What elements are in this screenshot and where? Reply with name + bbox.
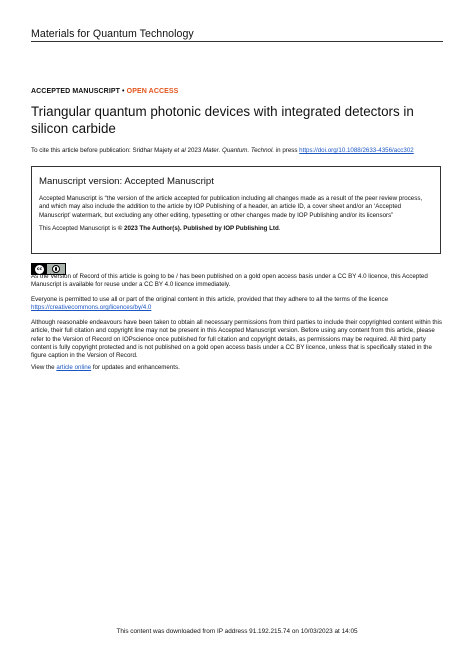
- citation-line: [31, 147, 451, 154]
- accepted-label: ACCEPTED MANUSCRIPT: [31, 88, 121, 95]
- person-icon: [55, 267, 57, 271]
- article-title: Triangular quantum photonic devices with integrated detectors in silicon carbide: [31, 104, 414, 136]
- view-prefix: View the: [31, 364, 57, 371]
- download-footer: This content was downloaded from IP address 91.192.215.74 on 10/03/2023 at 14:05: [116, 628, 358, 635]
- cc-symbol: cc: [36, 266, 43, 272]
- journal-name: Materials for Quantum Technology: [31, 28, 194, 40]
- copyright-line: [39, 225, 434, 232]
- third-party-paragraph: Although reasonable endeavours have been taken to obtain all necessary permissions from third parties to include their copyrighted content within this article, their full citation and copyright line may not be present in this Accepted Manuscript version. Before using any content from this article, please refer to the Version of Record on IOPscience once published for full citation and copyright details, as permissions may be required. All third party content is fully copyright protected and is not published on a gold open access basis under a CC BY licence, unless that is specifically stated in the figure caption in the Version of Record.: [31, 319, 443, 360]
- attribution-icon: [52, 265, 60, 273]
- open-access-label: OPEN ACCESS: [126, 88, 179, 95]
- citation-in-press: in press: [274, 147, 300, 154]
- by-segment: [47, 265, 65, 273]
- status-separator: •: [120, 88, 127, 95]
- manuscript-status: [31, 88, 178, 95]
- accepted-manuscript-definition: Accepted Manuscript is “the version of the article accepted for publication including all changes made as a result of the peer review process, and which may also include the addition to the article by IOP Publishing of a header, an article ID, a cover sheet and/or an ‘Accepted Manuscript’ watermark, but excluding any other editing, typesetting or other changes made by IOP Publishing and/or its licensors”: [39, 195, 423, 219]
- citation-journal: Mater. Quantum. Technol.: [202, 147, 275, 154]
- copyright-prefix: This Accepted Manuscript is: [39, 225, 118, 232]
- header-rule: [31, 41, 443, 42]
- copyright-holder: © 2023 The Author(s). Published by IOP Publishing Ltd: [117, 225, 279, 232]
- article-online-link[interactable]: article online: [56, 364, 92, 371]
- licence-permitted-text: Everyone is permitted to use all or part of the original content in this article, provided that they adhere to all the terms of the licence: [31, 296, 389, 303]
- version-of-record-paragraph: As the Version of Record of this article is going to be / has been published on a gold open access basis under a CC BY 4.0 licence, this Accepted Manuscript is available for reuse under a CC BY 4.0 licence immediately.: [31, 273, 428, 289]
- manuscript-version-heading: Manuscript version: Accepted Manuscript: [39, 176, 214, 187]
- citation-year: 2023: [185, 147, 203, 154]
- manuscript-version-box: [31, 166, 441, 254]
- view-suffix: for updates and enhancements.: [91, 364, 180, 371]
- citation-prefix: To cite this article before publication: Sridhar Majety: [31, 147, 175, 154]
- copyright-suffix: .: [278, 225, 281, 232]
- citation-etal: et al: [174, 147, 186, 154]
- view-online-paragraph: [31, 364, 443, 372]
- doi-link[interactable]: https://doi.org/10.1088/2633-4356/acc302: [299, 147, 414, 154]
- licence-paragraph: [31, 296, 443, 313]
- licence-link[interactable]: https://creativecommons.org/licences/by/4.0: [31, 304, 152, 312]
